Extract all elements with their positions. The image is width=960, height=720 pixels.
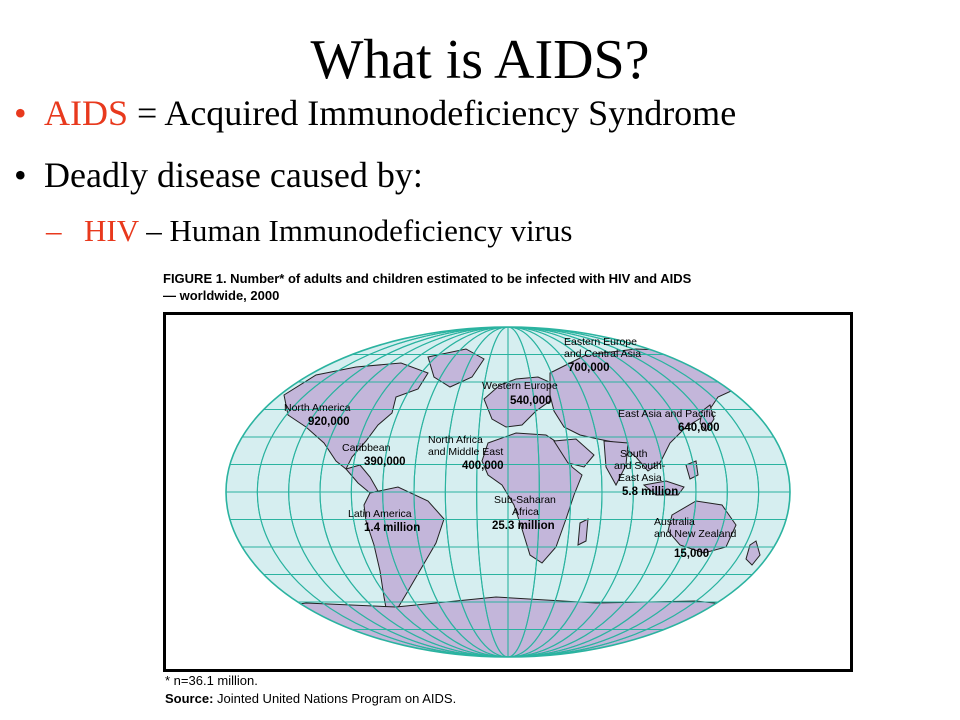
region-name: Latin America <box>348 508 412 520</box>
region-name: North America <box>284 402 351 414</box>
figure-caption-line2: — worldwide, 2000 <box>163 288 280 303</box>
region-name-line1: Sub-Saharan <box>494 494 556 506</box>
region-value: 640,000 <box>678 422 720 434</box>
figure-caption-line1: FIGURE 1. Number* of adults and children estimated to be infected with HIV and AIDS <box>163 271 692 286</box>
region-name-line1: Eastern Europe <box>564 336 637 348</box>
region-value: 400,000 <box>462 460 504 472</box>
figure-source-label: Source: <box>165 691 214 706</box>
region-value: 540,000 <box>510 395 552 407</box>
bullet-marker: • <box>14 155 27 195</box>
sub-bullet-marker: – <box>46 213 62 248</box>
region-name-line1: Australia <box>654 516 695 528</box>
region-value: 1.4 million <box>364 522 421 534</box>
figure-source-text: Jointed United Nations Program on AIDS. <box>213 691 457 706</box>
bullet-term-aids: AIDS <box>44 93 129 133</box>
world-map <box>166 315 850 669</box>
bullet-text: = Acquired Immunodeficiency Syndrome <box>128 93 737 133</box>
region-name-line2: and New Zealand <box>654 528 737 540</box>
sub-bullet-text: – Human Immunodeficiency virus <box>138 213 573 248</box>
region-name: Western Europe <box>482 380 558 392</box>
region-name-line1: North Africa <box>428 434 483 446</box>
region-name-line2: and South- <box>614 460 666 472</box>
region-value: 390,000 <box>364 456 406 468</box>
region-value: 920,000 <box>308 416 350 428</box>
figure-footnote: * n=36.1 million. <box>165 673 258 688</box>
region-name-line3: East Asia <box>618 472 662 484</box>
bullet-text: Deadly disease caused by: <box>44 155 423 195</box>
sub-bullet-hiv <box>46 212 572 250</box>
world-map-frame <box>163 312 853 672</box>
antarctica-landmass <box>206 597 806 669</box>
region-value: 15,000 <box>674 548 710 560</box>
figure-caption <box>163 270 863 304</box>
bullet-deadly-disease <box>14 153 423 197</box>
region-name: Caribbean <box>342 442 391 454</box>
bullet-aids-definition <box>14 91 736 135</box>
region-value: 25.3 million <box>492 520 555 532</box>
region-value: 700,000 <box>568 362 610 374</box>
region-name-line1: South <box>620 448 648 460</box>
bullet-marker: • <box>14 93 27 133</box>
slide-title: What is AIDS? <box>310 29 650 91</box>
region-value: 5.8 million <box>622 486 679 498</box>
region-name-line2: and Middle East <box>428 446 504 458</box>
region-name-line2: and Central Asia <box>564 348 642 360</box>
region-name: East Asia and Pacific <box>618 408 717 420</box>
region-name-line2: Africa <box>512 506 539 518</box>
figure-source <box>165 691 456 706</box>
sub-bullet-term-hiv: HIV <box>84 213 139 248</box>
